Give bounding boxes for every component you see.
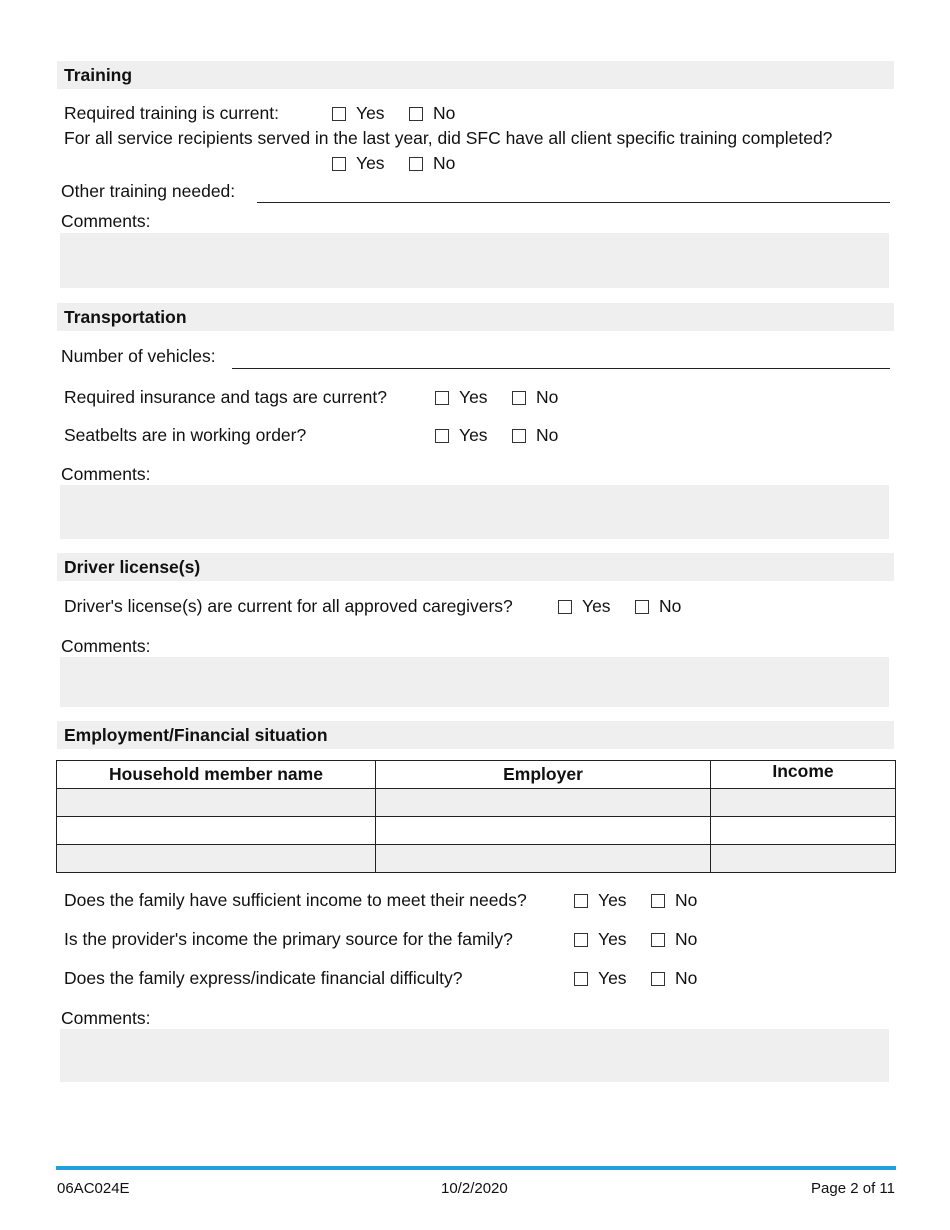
seatbelts-question: Seatbelts are in working order? — [64, 425, 307, 445]
training-comments-label: Comments: — [61, 211, 151, 231]
sufficient-income-question: Does the family have sufficient income to meet their needs? — [64, 890, 527, 910]
training-header: Training — [57, 61, 894, 89]
footer-divider — [56, 1166, 896, 1170]
employer-cell[interactable] — [376, 845, 711, 873]
employer-cell[interactable] — [376, 789, 711, 817]
footer-form-id: 06AC024E — [57, 1180, 130, 1197]
table-row — [57, 817, 896, 845]
vehicles-label: Number of vehicles: — [61, 346, 216, 366]
no-label: No — [433, 153, 456, 173]
yes-label: Yes — [598, 929, 627, 949]
license-comments-field[interactable] — [60, 657, 889, 707]
column-header-income: Income — [711, 761, 896, 789]
checkbox-box[interactable] — [558, 600, 572, 614]
client-training-yes-checkbox[interactable] — [332, 153, 385, 174]
income-cell[interactable] — [711, 817, 896, 845]
no-label: No — [536, 425, 559, 445]
employment-comments-field[interactable] — [60, 1029, 889, 1082]
license-header: Driver license(s) — [57, 553, 894, 581]
checkbox-box[interactable] — [435, 429, 449, 443]
client-training-no-checkbox[interactable] — [409, 153, 455, 174]
yes-label: Yes — [356, 153, 385, 173]
no-label: No — [536, 387, 559, 407]
insurance-no-checkbox[interactable] — [512, 387, 558, 408]
yes-label: Yes — [598, 890, 627, 910]
primary-income-question: Is the provider's income the primary source for the family? — [64, 929, 513, 949]
checkbox-box[interactable] — [574, 972, 588, 986]
checkbox-box[interactable] — [512, 429, 526, 443]
no-label: No — [675, 968, 698, 988]
checkbox-box[interactable] — [332, 107, 346, 121]
vehicles-input[interactable] — [232, 368, 890, 369]
footer-date: 10/2/2020 — [441, 1180, 508, 1197]
yes-label: Yes — [582, 596, 611, 616]
no-label: No — [659, 596, 682, 616]
yes-label: Yes — [459, 387, 488, 407]
checkbox-box[interactable] — [574, 933, 588, 947]
primary-income-no-checkbox[interactable] — [651, 929, 697, 950]
table-row — [57, 845, 896, 873]
checkbox-box[interactable] — [651, 972, 665, 986]
checkbox-box[interactable] — [651, 933, 665, 947]
checkbox-box[interactable] — [635, 600, 649, 614]
insurance-question: Required insurance and tags are current? — [64, 387, 387, 407]
other-training-input[interactable] — [257, 202, 890, 203]
training-current-no-checkbox[interactable] — [409, 103, 455, 124]
yes-label: Yes — [356, 103, 385, 123]
checkbox-box[interactable] — [332, 157, 346, 171]
household-member-cell[interactable] — [57, 817, 376, 845]
table-row — [57, 789, 896, 817]
no-label: No — [433, 103, 456, 123]
client-training-question: For all service recipients served in the last year, did SFC have all client specific training completed? — [64, 128, 833, 148]
sufficient-income-no-checkbox[interactable] — [651, 890, 697, 911]
checkbox-box[interactable] — [409, 107, 423, 121]
no-label: No — [675, 929, 698, 949]
checkbox-box[interactable] — [512, 391, 526, 405]
transportation-header: Transportation — [57, 303, 894, 331]
sufficient-income-yes-checkbox[interactable] — [574, 890, 627, 911]
no-label: No — [675, 890, 698, 910]
financial-difficulty-no-checkbox[interactable] — [651, 968, 697, 989]
income-cell[interactable] — [711, 789, 896, 817]
checkbox-box[interactable] — [574, 894, 588, 908]
training-current-question: Required training is current: — [64, 103, 279, 123]
training-current-yes-checkbox[interactable] — [332, 103, 385, 124]
household-member-cell[interactable] — [57, 789, 376, 817]
transportation-comments-field[interactable] — [60, 485, 889, 539]
license-comments-label: Comments: — [61, 636, 151, 656]
income-cell[interactable] — [711, 845, 896, 873]
seatbelts-yes-checkbox[interactable] — [435, 425, 488, 446]
employment-comments-label: Comments: — [61, 1008, 151, 1028]
yes-label: Yes — [459, 425, 488, 445]
yes-label: Yes — [598, 968, 627, 988]
license-question: Driver's license(s) are current for all approved caregivers? — [64, 596, 513, 616]
seatbelts-no-checkbox[interactable] — [512, 425, 558, 446]
transportation-comments-label: Comments: — [61, 464, 151, 484]
employment-header: Employment/Financial situation — [57, 721, 894, 749]
footer-page-number: Page 2 of 11 — [811, 1180, 895, 1197]
column-header-employer: Employer — [376, 761, 711, 789]
license-yes-checkbox[interactable] — [558, 596, 611, 617]
financial-difficulty-yes-checkbox[interactable] — [574, 968, 627, 989]
other-training-label: Other training needed: — [61, 181, 236, 201]
employer-cell[interactable] — [376, 817, 711, 845]
financial-difficulty-question: Does the family express/indicate financial difficulty? — [64, 968, 463, 988]
training-comments-field[interactable] — [60, 233, 889, 288]
checkbox-box[interactable] — [435, 391, 449, 405]
checkbox-box[interactable] — [409, 157, 423, 171]
household-employment-table — [56, 760, 896, 873]
primary-income-yes-checkbox[interactable] — [574, 929, 627, 950]
insurance-yes-checkbox[interactable] — [435, 387, 488, 408]
column-header-household-member: Household member name — [57, 761, 376, 789]
household-member-cell[interactable] — [57, 845, 376, 873]
license-no-checkbox[interactable] — [635, 596, 681, 617]
table-header-row — [57, 761, 896, 789]
checkbox-box[interactable] — [651, 894, 665, 908]
